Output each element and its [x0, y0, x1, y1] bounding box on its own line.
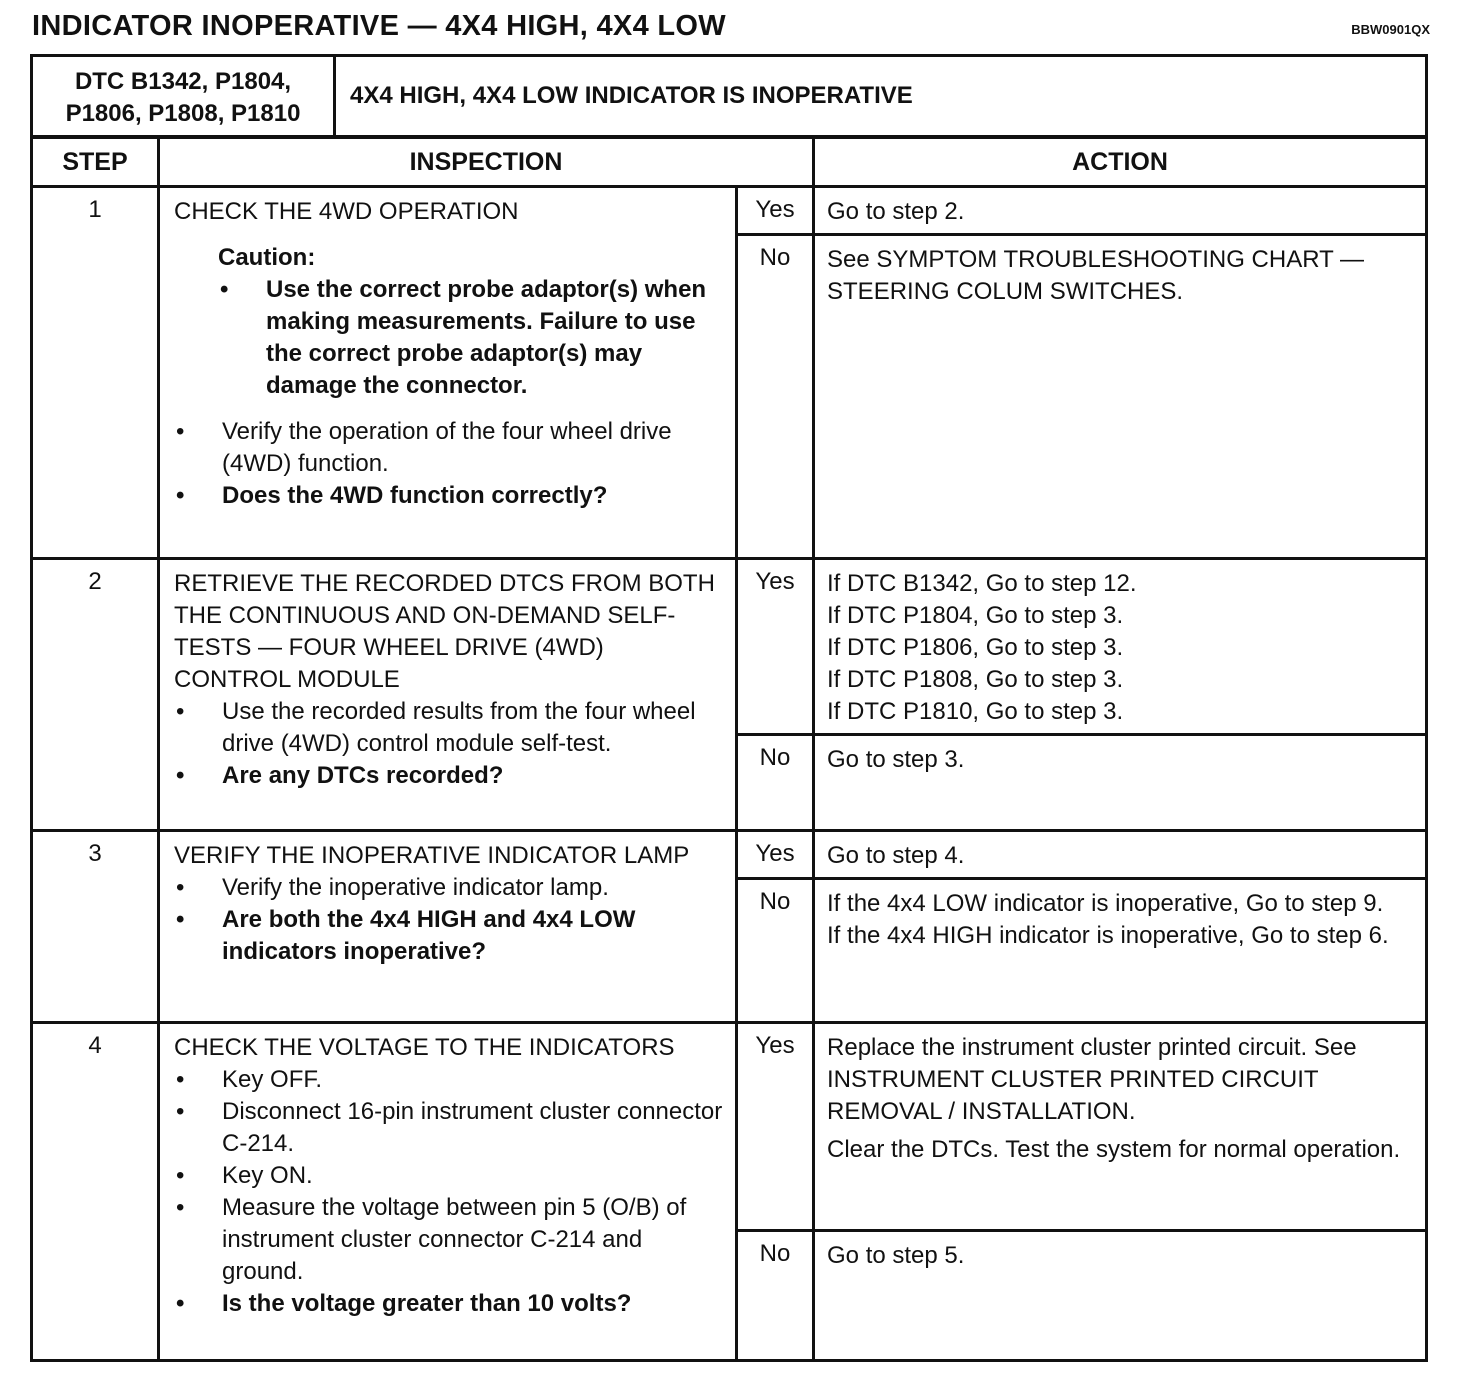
no-action	[814, 879, 1427, 1023]
yes-label: Yes	[737, 831, 814, 879]
no-label: No	[737, 879, 814, 1023]
yes-action	[814, 831, 1427, 879]
inspection-title: VERIFY THE INOPERATIVE INDICATOR LAMP	[174, 842, 690, 869]
yes-label: Yes	[737, 559, 814, 735]
inspection-bullet: • Verify the inoperative indicator lamp.	[174, 872, 725, 904]
step-number: 3	[32, 831, 159, 1023]
inspection-cell	[159, 831, 737, 1023]
document-code: BBW0901QX	[1351, 22, 1430, 37]
no-label: No	[737, 235, 814, 559]
dtc-codes	[32, 56, 335, 137]
inspection-question: • Does the 4WD function correctly?	[174, 480, 725, 512]
dtc-description: 4X4 HIGH, 4X4 LOW INDICATOR IS INOPERATIVE	[335, 56, 1427, 137]
action-line: If DTC P1806, Go to step 3.	[827, 634, 1124, 661]
dtc-header-table	[30, 54, 1428, 138]
diagnostic-table	[30, 136, 1428, 1362]
column-header-inspection: INSPECTION	[159, 138, 814, 187]
column-header-row	[32, 138, 1427, 187]
no-action	[814, 735, 1427, 831]
action-line: Go to step 5.	[827, 1242, 965, 1269]
table-row	[32, 187, 1427, 235]
inspection-question: • Is the voltage greater than 10 volts?	[174, 1288, 725, 1320]
table-row	[32, 831, 1427, 879]
inspection-bullet: • Verify the operation of the four wheel drive (4WD) function.	[174, 416, 725, 480]
yes-label: Yes	[737, 187, 814, 235]
no-action	[814, 1231, 1427, 1361]
action-line: If DTC B1342, Go to step 12.	[827, 570, 1137, 597]
dtc-codes-line2: P1806, P1808, P1810	[65, 100, 301, 127]
page-title: INDICATOR INOPERATIVE — 4X4 HIGH, 4X4 LOW	[32, 10, 726, 42]
action-line: See SYMPTOM TROUBLESHOOTING CHART — STEERING COLUM SWITCHES.	[827, 246, 1365, 305]
inspection-bullet: • Key ON.	[174, 1160, 725, 1192]
no-label: No	[737, 735, 814, 831]
step-number: 4	[32, 1023, 159, 1361]
no-label: No	[737, 1231, 814, 1361]
yes-action	[814, 559, 1427, 735]
step-number: 1	[32, 187, 159, 559]
yes-action	[814, 187, 1427, 235]
table-row	[32, 1023, 1427, 1231]
caution-block	[218, 242, 725, 402]
inspection-bullet: • Measure the voltage between pin 5 (O/B) of instrument cluster connector C-214 and ground.	[174, 1192, 725, 1288]
action-line: If DTC P1804, Go to step 3.	[827, 602, 1124, 629]
inspection-bullet: • Disconnect 16-pin instrument cluster connector C-214.	[174, 1096, 725, 1160]
action-line: Replace the instrument cluster printed circuit. See INSTRUMENT CLUSTER PRINTED CIRCUIT REMOVAL / INSTALLATION.	[827, 1034, 1357, 1125]
inspection-bullet: • Key OFF.	[174, 1064, 725, 1096]
inspection-bullet: • Use the recorded results from the four wheel drive (4WD) control module self-test.	[174, 696, 725, 760]
action-line: Go to step 3.	[827, 746, 965, 773]
yes-label: Yes	[737, 1023, 814, 1231]
column-header-step: STEP	[32, 138, 159, 187]
action-line: If the 4x4 HIGH indicator is inoperative, Go to step 6.	[827, 922, 1389, 949]
inspection-title: RETRIEVE THE RECORDED DTCS FROM BOTH THE CONTINUOUS AND ON-DEMAND SELF-TESTS — FOUR WHEEL DRIVE (4WD) CONTROL MODULE	[174, 570, 715, 693]
action-line: If DTC P1808, Go to step 3.	[827, 666, 1124, 693]
dtc-codes-line1: DTC B1342, P1804,	[74, 68, 292, 95]
action-line: If DTC P1810, Go to step 3.	[827, 698, 1124, 725]
column-header-action: ACTION	[814, 138, 1427, 187]
inspection-cell	[159, 187, 737, 559]
inspection-cell	[159, 559, 737, 831]
inspection-title: CHECK THE 4WD OPERATION	[174, 198, 519, 225]
inspection-question: • Are any DTCs recorded?	[174, 760, 725, 792]
action-line: Go to step 4.	[827, 842, 965, 869]
action-line: Go to step 2.	[827, 198, 965, 225]
inspection-title: CHECK THE VOLTAGE TO THE INDICATORS	[174, 1034, 675, 1061]
no-action	[814, 235, 1427, 559]
table-row	[32, 559, 1427, 735]
yes-action	[814, 1023, 1427, 1231]
inspection-cell	[159, 1023, 737, 1361]
inspection-question: • Are both the 4x4 HIGH and 4x4 LOW indicators inoperative?	[174, 904, 725, 968]
action-line: Clear the DTCs. Test the system for normal operation.	[827, 1136, 1401, 1163]
step-number: 2	[32, 559, 159, 831]
caution-item: • Use the correct probe adaptor(s) when making measurements. Failure to use the correct probe adaptor(s) may damage the connector.	[218, 274, 725, 402]
action-line: If the 4x4 LOW indicator is inoperative, Go to step 9.	[827, 890, 1384, 917]
caution-title: Caution:	[218, 244, 316, 271]
